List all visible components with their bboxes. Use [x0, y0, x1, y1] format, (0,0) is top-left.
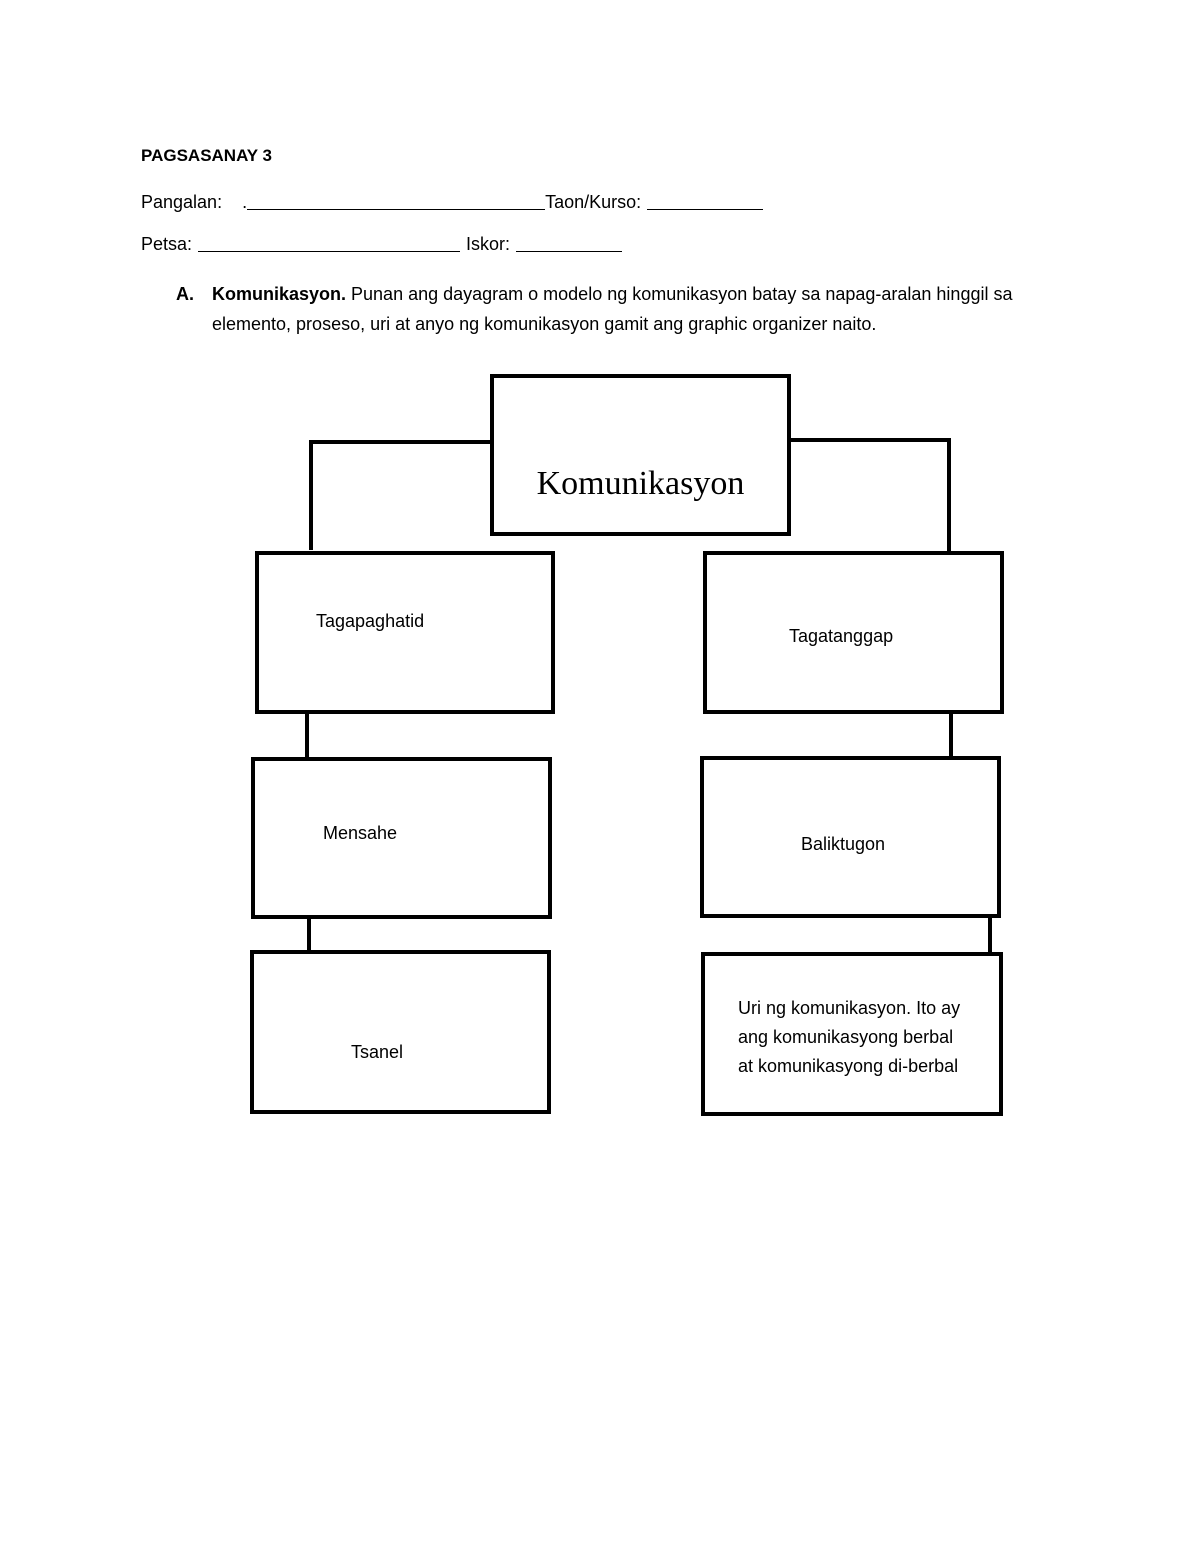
node-note — [701, 952, 1003, 1116]
node-feedback — [700, 756, 1001, 918]
node-root-label: Komunikasyon — [536, 465, 745, 502]
node-channel-label: Tsanel — [351, 1042, 404, 1062]
node-receiver-label: Tagatanggap — [789, 626, 894, 646]
node-sender — [255, 551, 555, 714]
node-feedback-label: Baliktugon — [801, 834, 886, 854]
node-message — [251, 757, 552, 919]
node-note-text: Uri ng komunikasyon. Ito ay ang komunikasyong berbal at komunikasyong di-berbal — [738, 998, 961, 1076]
instruction-text: Punan ang dayagram o modelo ng komunikasyon batay sa napag-aralan hinggil sa elemento, proseso, uri at anyo ng komunikasyon gamit ang graphic organizer naito. — [212, 284, 1013, 334]
course-label: Taon/Kurso: — [545, 192, 642, 212]
connector-root-right — [787, 440, 949, 553]
node-sender-label: Tagapaghatid — [316, 611, 425, 631]
node-root — [490, 374, 791, 536]
connector-root-left — [311, 442, 493, 550]
name-label: Pangalan: — [141, 192, 223, 212]
node-message-label: Mensahe — [323, 823, 398, 843]
worksheet-title: PAGSASANAY 3 — [141, 146, 273, 165]
name-dot: . — [242, 192, 248, 212]
instruction-marker: A. — [176, 284, 194, 304]
score-label: Iskor: — [466, 234, 511, 254]
node-receiver — [703, 551, 1004, 714]
date-label: Petsa: — [141, 234, 193, 254]
instruction-label: Komunikasyon. — [212, 284, 347, 304]
node-channel — [250, 950, 551, 1114]
